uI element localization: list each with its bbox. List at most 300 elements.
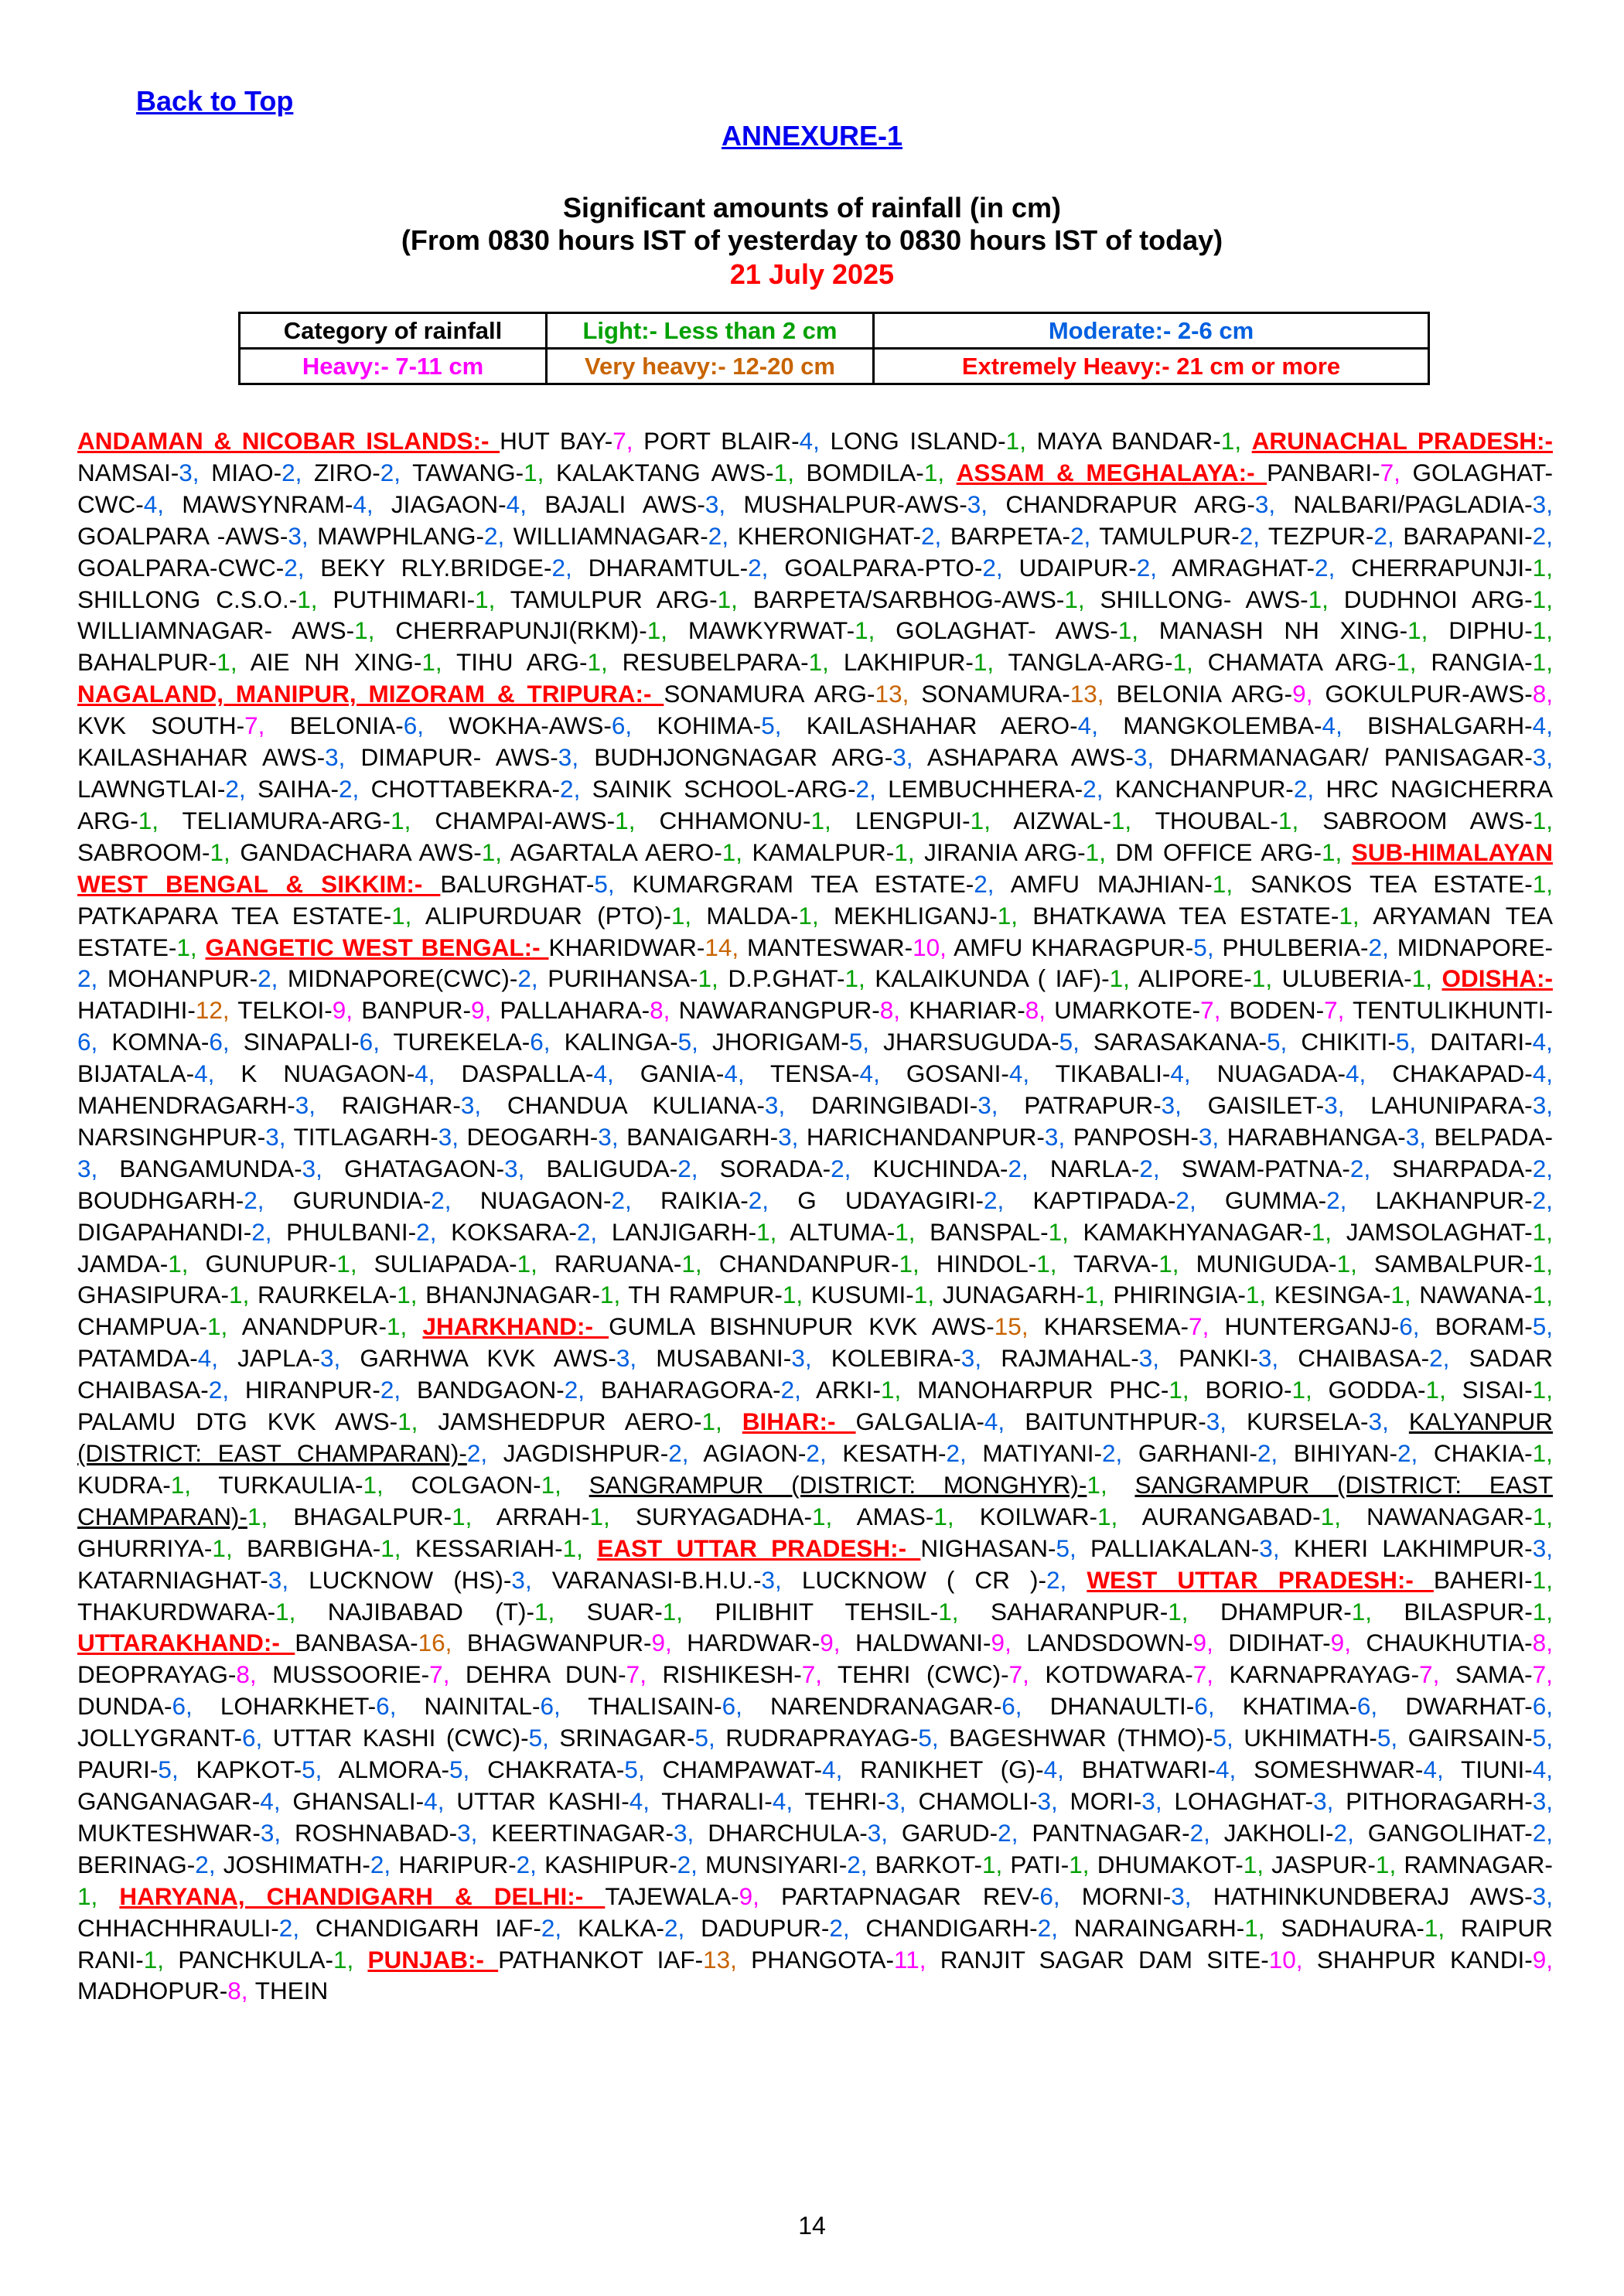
- rainfall-value: 1: [1212, 869, 1227, 898]
- rainfall-value: 1: [143, 1945, 158, 1974]
- rainfall-value: 1: [1532, 585, 1547, 613]
- station-name: RUDRAPRAYAG-: [725, 1724, 919, 1752]
- station-name: DHUMAKOT-: [1097, 1850, 1244, 1878]
- station-name: DIPHU-: [1448, 616, 1533, 645]
- station-name: DHAMPUR-: [1220, 1597, 1352, 1626]
- rainfall-value: 9: [739, 1881, 753, 1910]
- station-name: GUMLA BISHNUPUR KVK AWS-: [609, 1312, 995, 1341]
- station-name: MAYA BANDAR-: [1036, 427, 1221, 455]
- station-name: THARALI-: [661, 1786, 773, 1815]
- rainfall-value: 3: [885, 1786, 899, 1815]
- rainfall-value: 6: [1039, 1881, 1053, 1910]
- rainfall-value: 4: [1170, 1059, 1184, 1088]
- station-name: LANJIGARH-: [611, 1217, 757, 1246]
- rainfall-value: 9: [1292, 680, 1306, 708]
- station-name: DASPALLA-: [461, 1059, 594, 1088]
- rainfall-value: 9: [332, 996, 346, 1025]
- station-name: BELONIA-: [289, 711, 404, 740]
- rainfall-value: 3: [179, 458, 193, 486]
- station-name: ULUBERIA-: [1281, 964, 1412, 993]
- station-name: PUTHIMARI-: [333, 585, 476, 613]
- station-name: ANANDPUR-: [241, 1312, 387, 1341]
- station-name: BOMDILA-: [806, 458, 924, 486]
- station-name: SHILLONG- AWS-: [1100, 585, 1308, 613]
- rainfall-value: 1: [717, 585, 732, 613]
- rainfall-value: 2: [251, 1217, 265, 1246]
- station-name: KAPKOT-: [196, 1755, 302, 1784]
- station-name: DHARCHULA-: [708, 1818, 868, 1847]
- rainfall-value: 1: [662, 1597, 677, 1626]
- rainfall-value: 3: [1532, 1091, 1547, 1120]
- legend-very-heavy: Very heavy:- 12-20 cm: [547, 349, 874, 384]
- station-name: TARVA-: [1073, 1249, 1159, 1278]
- station-name: KESINGA-: [1274, 1281, 1391, 1309]
- station-name: MAWKYRWAT-: [687, 616, 855, 645]
- rainfall-value: 2: [1397, 1439, 1411, 1467]
- rainfall-value: 15: [994, 1312, 1022, 1341]
- station-name: NUAGAON-: [479, 1186, 612, 1214]
- rainfall-value: 1: [1109, 964, 1124, 993]
- station-name: JAKHOLI-: [1223, 1818, 1334, 1847]
- rainfall-value: 7: [1380, 458, 1394, 486]
- station-name: WILLIAMNAGAR- AWS-: [77, 616, 355, 645]
- rainfall-value: 7: [1419, 1660, 1433, 1689]
- rainfall-value: 2: [1429, 1344, 1443, 1373]
- station-name: DIGAPAHANDI-: [77, 1217, 252, 1246]
- station-name: BOUDHGARH-: [77, 1186, 244, 1214]
- rainfall-value: 3: [1313, 1786, 1327, 1815]
- rainfall-value: 13: [703, 1945, 731, 1974]
- station-name: CHOTTABEKRA-: [370, 774, 561, 803]
- station-name: HATADIHI-: [77, 996, 196, 1025]
- rainfall-value: 1: [452, 1502, 466, 1530]
- rainfall-value: 9: [1532, 1945, 1547, 1974]
- station-name: UMARKOTE-: [1054, 996, 1201, 1025]
- station-name: DADUPUR-: [701, 1913, 830, 1942]
- rainfall-value: 2: [77, 964, 91, 993]
- station-name: GOALPARA -AWS-: [77, 521, 288, 550]
- station-name: NAWARANGPUR-: [678, 996, 880, 1025]
- rainfall-value: 2: [416, 1217, 430, 1246]
- rainfall-value: 1: [1321, 838, 1336, 866]
- rainfall-value: 1: [363, 1470, 377, 1499]
- station-name: KOILWAR-: [979, 1502, 1097, 1530]
- rainfall-value: 6: [530, 1028, 544, 1056]
- rainfall-value: 1: [1251, 964, 1266, 993]
- rainfall-value: 13: [1070, 680, 1097, 708]
- station-name: MEKHLIGANJ-: [833, 901, 998, 930]
- rainfall-value: 2: [1139, 1154, 1153, 1182]
- station-name: PORT BLAIR-: [643, 427, 800, 455]
- rainfall-value: 2: [1333, 1818, 1348, 1847]
- rainfall-value: 4: [772, 1786, 786, 1815]
- rainfall-value: 7: [801, 1660, 816, 1689]
- station-name: PATKAPARA TEA ESTATE-: [77, 901, 392, 930]
- station-name: UDAIPUR-: [1018, 553, 1137, 582]
- rainfall-value: 2: [1293, 774, 1308, 803]
- page-number: 14: [798, 2212, 826, 2240]
- station-name: PANTNAGAR-: [1032, 1818, 1190, 1847]
- rainfall-value: 6: [611, 711, 626, 740]
- station-name: THOUBAL-: [1155, 806, 1278, 834]
- rainfall-value: 2: [974, 869, 988, 898]
- rainfall-value: 4: [1532, 1028, 1547, 1056]
- station-name: GOKULPUR-AWS-: [1325, 680, 1533, 708]
- rainfall-value: 2: [1083, 774, 1097, 803]
- rainfall-value: 3: [867, 1818, 882, 1847]
- rainfall-value: 1: [1425, 1376, 1440, 1404]
- station-name: KARNAPRAYAG-: [1229, 1660, 1420, 1689]
- rainfall-value: 1: [647, 616, 661, 645]
- station-name: GURUNDIA-: [292, 1186, 432, 1214]
- rainfall-value: 2: [1368, 933, 1383, 961]
- rainfall-value: 1: [894, 838, 908, 866]
- rainfall-value: 1: [773, 458, 788, 486]
- station-name: BHATKAWA TEA ESTATE-: [1032, 901, 1339, 930]
- station-name: KAILASHAHAR AERO-: [806, 711, 1078, 740]
- legend-extremely-heavy: Extremely Heavy:- 21 cm or more: [874, 349, 1429, 384]
- station-name: KHARSEMA-: [1043, 1312, 1189, 1341]
- station-name: CHANDANPUR-: [718, 1249, 899, 1278]
- rainfall-value: 1: [1351, 1597, 1366, 1626]
- rainfall-value: 1: [1036, 1249, 1050, 1278]
- rainfall-value: 2: [847, 1850, 861, 1878]
- rainfall-value: 13: [875, 680, 902, 708]
- rainfall-value: 1: [229, 1281, 243, 1309]
- rainfall-value: 7: [626, 1660, 640, 1689]
- rainfall-value: 12: [195, 996, 223, 1025]
- rainfall-value: 2: [1532, 1186, 1547, 1214]
- station-name: UTTAR KASHI-: [456, 1786, 629, 1815]
- station-name: TANGLA-ARG-: [1008, 648, 1173, 677]
- station-name: MOHANPUR-: [107, 964, 258, 993]
- station-name: CHANDUA KULIANA-: [507, 1091, 765, 1120]
- station-name: KASHIPUR-: [544, 1850, 677, 1878]
- rainfall-value: 1: [855, 616, 868, 645]
- rainfall-value: 1: [701, 1407, 716, 1436]
- rainfall-value: 3: [673, 1818, 687, 1847]
- rainfall-value: 2: [278, 1913, 293, 1942]
- station-name: PANPOSH-: [1073, 1122, 1199, 1151]
- station-name: MALDA-: [706, 901, 799, 930]
- rainfall-value: 1: [1532, 1217, 1547, 1246]
- station-name: PHULBERIA-: [1222, 933, 1369, 961]
- station-name: SONAMURA-: [921, 680, 1070, 708]
- station-name: GAISILET-: [1207, 1091, 1325, 1120]
- rainfall-value: 3: [778, 1122, 792, 1151]
- rainfall-value: 3: [1138, 1344, 1153, 1373]
- station-name: CHANDIGARH-: [865, 1913, 1038, 1942]
- rainfall-value: 2: [517, 964, 531, 993]
- station-name: SHARPADA-: [1392, 1154, 1533, 1182]
- rainfall-value: 4: [143, 490, 158, 518]
- rainfall-value: 1: [212, 1534, 226, 1562]
- station-name: TEZPUR-: [1267, 521, 1374, 550]
- rainfall-value: 8: [879, 996, 894, 1025]
- station-name: BARAPANI-: [1403, 521, 1533, 550]
- station-name: TIHU ARG-: [456, 648, 588, 677]
- station-name: MAWPHLANG-: [317, 521, 484, 550]
- station-name: HUNTERGANJ-: [1224, 1312, 1400, 1341]
- station-name: PALLIAKALAN-: [1090, 1534, 1260, 1562]
- rainfall-value: 3: [960, 1344, 975, 1373]
- station-name: SAMA-: [1455, 1660, 1533, 1689]
- rainfall-value: 1: [1308, 585, 1322, 613]
- rainfall-value: 2: [541, 1913, 555, 1942]
- station-name: SUAR-: [586, 1597, 663, 1626]
- rainfall-value: 1: [913, 1281, 928, 1309]
- rainfall-value: 2: [551, 553, 566, 582]
- rainfall-value: 1: [844, 964, 858, 993]
- station-name: NAINITAL-: [424, 1692, 541, 1721]
- rainfall-value: 4: [1215, 1755, 1230, 1784]
- rainfall-value: 4: [415, 1059, 428, 1088]
- station-name: HUT BAY-: [500, 427, 613, 455]
- station-name: SORADA-: [719, 1154, 831, 1182]
- rainfall-value: 1: [1339, 901, 1353, 930]
- region-heading: NAGALAND, MANIPUR, MIZORAM & TRIPURA:-: [77, 680, 664, 708]
- station-name: SANGRAMPUR (DISTRICT: MONGHYR)-: [589, 1470, 1087, 1499]
- station-name: BARPETA/SARBHOG-AWS-: [752, 585, 1065, 613]
- station-name: JHORIGAM-: [711, 1028, 849, 1056]
- station-name: KHARIDWAR-: [548, 933, 705, 961]
- rainfall-value: 1: [811, 1502, 826, 1530]
- station-name: DWARHAT-: [1405, 1692, 1533, 1721]
- rainfall-value: 1: [923, 458, 938, 486]
- rainfall-value: 5: [449, 1755, 463, 1784]
- rainfall-value: 2: [1326, 1186, 1340, 1214]
- station-name: AIZWAL-: [1013, 806, 1111, 834]
- rainfall-value: 3: [705, 490, 719, 518]
- station-name: DHANAULTI-: [1049, 1692, 1195, 1721]
- station-name: KALINGA-: [564, 1028, 678, 1056]
- station-name: MUNSIYARI-: [705, 1850, 848, 1878]
- station-name: GHURRIYA-: [77, 1534, 213, 1562]
- rainfall-value: 2: [576, 1217, 591, 1246]
- station-name: PILIBHIT TEHSIL-: [715, 1597, 939, 1626]
- station-name: CHAKAPAD-: [1392, 1059, 1533, 1088]
- station-name: BAHALPUR-: [77, 648, 217, 677]
- rainfall-value: 4: [1077, 711, 1092, 740]
- legend-heavy: Heavy:- 7-11 cm: [240, 349, 547, 384]
- rainfall-value: 7: [1192, 1660, 1207, 1689]
- station-name: BANGAMUNDA-: [119, 1154, 302, 1182]
- rainfall-value: 4: [1532, 711, 1547, 740]
- station-name: MIAO-: [211, 458, 282, 486]
- station-name: HARICHANDANPUR-: [806, 1122, 1045, 1151]
- rainfall-value: 11: [894, 1945, 919, 1974]
- rainfall-value: 1: [138, 806, 152, 834]
- station-name: ALTUMA-: [790, 1217, 896, 1246]
- rainfall-value: 1: [1005, 427, 1020, 455]
- station-name: NARAINGARH-: [1073, 1913, 1245, 1942]
- station-name: TENSA-: [770, 1059, 860, 1088]
- station-name: KESATH-: [842, 1439, 947, 1467]
- rainfall-value: 1: [1048, 1217, 1063, 1246]
- station-name: PANKI-: [1179, 1344, 1258, 1373]
- station-name: BANAIGARH-: [626, 1122, 779, 1151]
- rainfall-value: 2: [195, 1850, 209, 1878]
- station-name: MAWSYNRAM-: [182, 490, 353, 518]
- station-name: LEMBUCHHERA-: [888, 774, 1083, 803]
- rainfall-value: 1: [1336, 1249, 1351, 1278]
- station-name: DARINGIBADI-: [810, 1091, 978, 1120]
- station-name: KOLEBIRA-: [831, 1344, 961, 1373]
- rainfall-value: 1: [1087, 1470, 1100, 1499]
- station-name: LOHARKHET-: [220, 1692, 377, 1721]
- station-name: KOHIMA-: [657, 711, 762, 740]
- rainfall-value: 7: [1532, 1660, 1547, 1689]
- station-name: BARPETA-: [950, 521, 1071, 550]
- rainfall-value: 1: [589, 1502, 603, 1530]
- rainfall-value: 2: [431, 1186, 445, 1214]
- rainfall-value: 4: [1008, 1059, 1023, 1088]
- station-name: MIDNAPORE-: [1397, 933, 1553, 961]
- station-name: LUCKNOW ( CR )-: [801, 1565, 1046, 1594]
- rainfall-value: 14: [705, 933, 732, 961]
- rainfall-value: 9: [991, 1629, 1005, 1657]
- rainfall-value: 2: [1037, 1913, 1052, 1942]
- rainfall-value: 1: [517, 1249, 531, 1278]
- rainfall-value: 1: [1532, 553, 1547, 582]
- rainfall-value: 1: [1411, 964, 1426, 993]
- rainfall-value: 1: [798, 901, 812, 930]
- rainfall-value: 5: [1395, 1028, 1410, 1056]
- rainfall-value: 1: [997, 901, 1012, 930]
- station-name: KOTDWARA-: [1045, 1660, 1193, 1689]
- station-name: LANDSDOWN-: [1026, 1629, 1193, 1657]
- rainfall-value: 1: [333, 1945, 347, 1974]
- station-name: AMFU KHARAGPUR-: [954, 933, 1194, 961]
- rainfall-value: 1: [1532, 1565, 1547, 1594]
- station-name: LUCKNOW (HS)-: [309, 1565, 512, 1594]
- back-to-top-link[interactable]: Back to Top: [136, 85, 294, 117]
- station-name: HARABHANGA-: [1227, 1122, 1406, 1151]
- station-name: MUNIGUDA-: [1196, 1249, 1337, 1278]
- rainfall-value: 3: [1259, 1534, 1273, 1562]
- station-name: CHAMATA ARG-: [1207, 648, 1397, 677]
- station-name: LONG ISLAND-: [830, 427, 1006, 455]
- station-name: GARHANI-: [1138, 1439, 1257, 1467]
- station-name: KHERI LAKHIMPUR-: [1293, 1534, 1533, 1562]
- rainfall-value: 1: [421, 648, 435, 677]
- rainfall-value: 4: [260, 1786, 274, 1815]
- station-name: CHAKRATA-: [487, 1755, 625, 1784]
- rainfall-value: 7: [244, 711, 258, 740]
- station-name: PHANGOTA-: [751, 1945, 895, 1974]
- station-name: BAHERI-: [1433, 1565, 1533, 1594]
- rainfall-value: 6: [376, 1692, 390, 1721]
- station-name: PURIHANSA-: [548, 964, 698, 993]
- rainfall-value: 2: [668, 1439, 682, 1467]
- rainfall-value: 6: [172, 1692, 186, 1721]
- region-heading: HARYANA, CHANDIGARH & DELHI:-: [119, 1881, 606, 1910]
- rainfall-value: 3: [504, 1154, 518, 1182]
- rainfall-value: 1: [1069, 1850, 1083, 1878]
- station-name: CHHACHHRAULI-: [77, 1913, 279, 1942]
- rainfall-value: 5: [918, 1724, 932, 1752]
- rainfall-value: 10: [1268, 1945, 1296, 1974]
- station-name: MIDNAPORE(CWC)-: [287, 964, 518, 993]
- region-heading: ASSAM & MEGHALAYA:-: [956, 458, 1267, 486]
- station-name: LOHAGHAT-: [1174, 1786, 1314, 1815]
- rainfall-value: 1: [756, 1217, 770, 1246]
- station-name: SONAMURA ARG-: [664, 680, 875, 708]
- station-name: ALMORA-: [338, 1755, 449, 1784]
- station-name: THEIN: [254, 1977, 329, 2005]
- station-name: NIGHASAN-: [920, 1534, 1056, 1562]
- annexure-title: ANNEXURE-1: [721, 120, 903, 152]
- station-name: NUAGADA-: [1216, 1059, 1346, 1088]
- rainfall-value: 8: [1025, 996, 1039, 1025]
- rainfall-value: 8: [650, 996, 664, 1025]
- rainfall-value: 3: [558, 743, 572, 772]
- rainfall-value: 1: [808, 648, 823, 677]
- station-name: GARUD-: [901, 1818, 998, 1847]
- station-name: MUSHALPUR-AWS-: [743, 490, 967, 518]
- station-name: ZIRO-: [314, 458, 380, 486]
- rainfall-value: 1: [782, 1281, 797, 1309]
- station-name: TEHRI-: [804, 1786, 886, 1815]
- rainfall-value: 5: [848, 1028, 863, 1056]
- rainfall-value: 3: [1324, 1091, 1338, 1120]
- station-name: BANDGAON-: [416, 1376, 565, 1404]
- station-name: SAHARANPUR-: [990, 1597, 1169, 1626]
- rainfall-value: 2: [1315, 553, 1329, 582]
- station-name: THALISAIN-: [588, 1692, 722, 1721]
- station-name: K NUAGAON-: [241, 1059, 415, 1088]
- rainfall-value: 3: [616, 1344, 630, 1373]
- station-name: TELIAMURA-ARG-: [182, 806, 391, 834]
- station-name: JAMSOLAGHAT-: [1346, 1217, 1533, 1246]
- station-name: SANGRAMPUR (DISTRICT: EAST CHAMPARAN)-: [77, 1470, 1553, 1530]
- station-name: BAGESHWAR (THMO)-: [949, 1724, 1213, 1752]
- rainfall-value: 3: [1532, 1881, 1547, 1910]
- rainfall-value: 2: [1136, 553, 1151, 582]
- rainfall-value: 5: [302, 1755, 316, 1784]
- rainfall-value: 1: [899, 1249, 913, 1278]
- rainfall-value: 3: [1532, 743, 1547, 772]
- rainfall-value: 9: [651, 1629, 665, 1657]
- station-name: BIHIYAN-: [1293, 1439, 1397, 1467]
- station-name: PALLAHARA-: [500, 996, 650, 1025]
- rainfall-value: 3: [1171, 1881, 1185, 1910]
- rainfall-value: 1: [938, 1597, 952, 1626]
- region-heading: SUB-HIMALAYAN WEST BENGAL & SIKKIM:-: [77, 838, 1553, 898]
- station-name: NALBARI/PAGLADIA-: [1293, 490, 1533, 518]
- station-name: SANKOS TEA ESTATE-: [1250, 869, 1533, 898]
- station-name: KANCHANPUR-: [1114, 774, 1294, 803]
- rainfall-value: 1: [1220, 427, 1235, 455]
- station-name: PHIRINGIA-: [1113, 1281, 1246, 1309]
- rainfall-value: 3: [1532, 1786, 1547, 1815]
- rainfall-value: 1: [722, 838, 736, 866]
- rainfall-value: 1: [275, 1597, 289, 1626]
- station-name: MORNI-: [1081, 1881, 1172, 1910]
- station-name: BODEN-: [1229, 996, 1325, 1025]
- rainfall-value: 1: [1244, 1913, 1258, 1942]
- station-name: THAKURDWARA-: [77, 1597, 276, 1626]
- rainfall-value: 1: [1291, 1376, 1305, 1404]
- rainfall-value: 2: [1257, 1439, 1271, 1467]
- rainfall-category-legend: [238, 312, 1430, 385]
- rainfall-value: 3: [288, 521, 302, 550]
- rainfall-value: 1: [1532, 1281, 1547, 1309]
- rainfall-value: 2: [780, 1376, 795, 1404]
- station-name: BAJALI AWS-: [544, 490, 705, 518]
- station-name: NAMSAI-: [77, 458, 179, 486]
- legend-row: [240, 313, 1429, 349]
